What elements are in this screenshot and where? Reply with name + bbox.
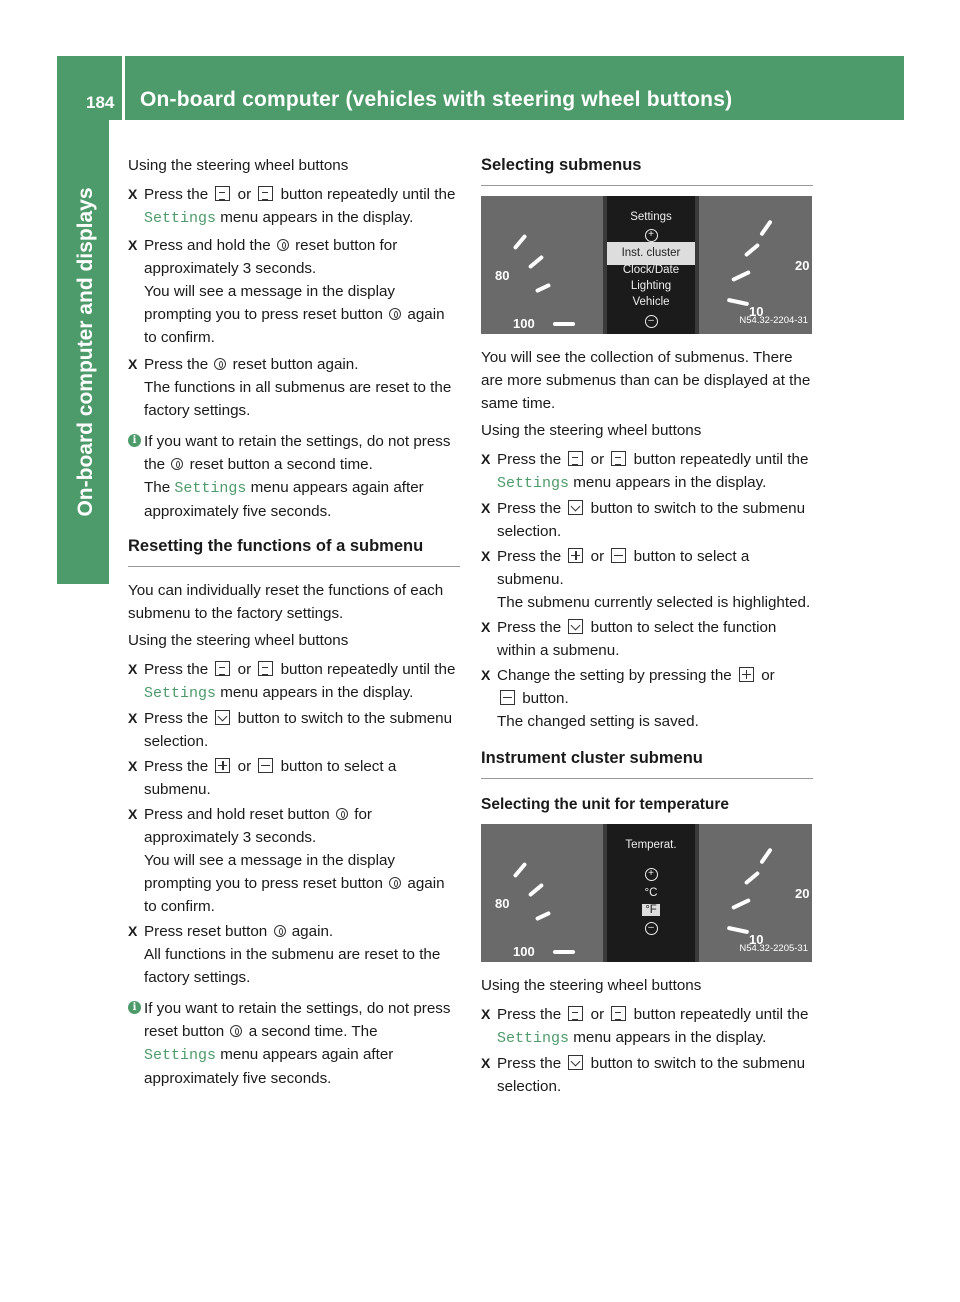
section-heading: Selecting submenus bbox=[481, 154, 813, 186]
menu-left-icon bbox=[568, 1006, 583, 1021]
step: X Change the setting by pressing the or button. The changed setting is saved. bbox=[481, 667, 775, 730]
gauge-label: 20 bbox=[795, 886, 810, 901]
display-screen: Temperat. + °C °F – bbox=[603, 824, 699, 962]
minus-icon bbox=[611, 548, 626, 563]
subheading: Selecting the unit for temperature bbox=[481, 796, 730, 813]
intro-text: Using the steering wheel buttons bbox=[481, 422, 702, 439]
figure-code: N54.32-2205-31 bbox=[739, 943, 808, 954]
reset-icon bbox=[274, 925, 286, 937]
intro-text: Using the steering wheel buttons bbox=[128, 157, 349, 174]
left-column bbox=[128, 154, 460, 1090]
intro-text: Using the steering wheel buttons bbox=[128, 632, 349, 649]
ok-button-icon bbox=[215, 710, 230, 725]
step: X Press the or button to select a submenu. The submenu currently selected is highlighted. bbox=[481, 548, 811, 611]
step: X Press the reset button again. The functions in all submenus are reset to the factory settings. bbox=[128, 356, 452, 419]
instrument-cluster-image bbox=[481, 824, 812, 962]
gauge-label: 100 bbox=[513, 316, 535, 331]
menu-right-icon bbox=[258, 661, 273, 676]
side-tab-label: On-board computer and displays bbox=[74, 187, 97, 517]
reset-icon bbox=[336, 808, 348, 820]
step: X Press the button to select the function within a submenu. bbox=[481, 619, 777, 659]
info-icon: i bbox=[128, 1001, 141, 1014]
ok-button-icon bbox=[568, 500, 583, 515]
ok-button-icon bbox=[568, 619, 583, 634]
gauge-label: 20 bbox=[795, 258, 810, 273]
step: X Press and hold reset button for approximately 3 seconds. You will see a message in the display prompting you to press reset button again to confirm. bbox=[128, 806, 445, 915]
section-heading: Instrument cluster submenu bbox=[481, 747, 813, 779]
step: X Press the or button to select a submenu. bbox=[128, 758, 397, 798]
right-column bbox=[481, 154, 813, 1098]
gauge-label: 10 bbox=[749, 304, 764, 319]
step: X Press the or button repeatedly until the Settings menu appears in the display. bbox=[128, 186, 456, 227]
plus-icon bbox=[739, 667, 754, 682]
step: X Press the or button repeatedly until the Settings menu appears in the display. bbox=[481, 451, 809, 492]
reset-icon bbox=[277, 239, 289, 251]
ok-button-icon bbox=[568, 1055, 583, 1070]
step: X Press the or button repeatedly until the Settings menu appears in the display. bbox=[128, 661, 456, 702]
minus-icon bbox=[258, 758, 273, 773]
paragraph: You can individually reset the functions of each submenu to the factory settings. bbox=[128, 582, 444, 622]
plus-icon bbox=[215, 758, 230, 773]
gauge-label: 80 bbox=[495, 896, 510, 911]
display-screen: Settings + Inst. cluster Clock/Date Lighting Vehicle – bbox=[603, 196, 699, 334]
step: X Press the button to switch to the submenu selection. bbox=[481, 1055, 806, 1095]
gauge-label: 80 bbox=[495, 268, 510, 283]
menu-right-icon bbox=[611, 451, 626, 466]
instrument-cluster-image bbox=[481, 196, 812, 334]
step: X Press reset button again. All functions in the submenu are reset to the factory settings. bbox=[128, 923, 441, 986]
menu-right-icon bbox=[258, 186, 273, 201]
reset-icon bbox=[389, 308, 401, 320]
step: X Press the button to switch to the submenu selection. bbox=[128, 710, 453, 750]
info-note: i If you want to retain the settings, do not press the reset button a second time. The Settings menu appears again after approximately five seconds. bbox=[128, 430, 460, 523]
info-icon: i bbox=[128, 434, 141, 447]
plus-icon bbox=[568, 548, 583, 563]
paragraph: You will see the collection of submenus. There are more submenus than can be displayed at the same time. bbox=[481, 349, 811, 412]
step: X Press and hold the reset button for approximately 3 seconds. You will see a message in the display prompting you to press reset button again to confirm. bbox=[128, 237, 445, 346]
minus-icon bbox=[500, 690, 515, 705]
reset-icon bbox=[230, 1025, 242, 1037]
step: X Press the or button repeatedly until the Settings menu appears in the display. bbox=[481, 1006, 809, 1047]
page-number: 184 bbox=[86, 93, 115, 112]
gauge-label: 10 bbox=[749, 932, 764, 947]
step: X Press the button to switch to the submenu selection. bbox=[481, 500, 806, 540]
menu-left-icon bbox=[215, 186, 230, 201]
reset-icon bbox=[389, 877, 401, 889]
menu-right-icon bbox=[611, 1006, 626, 1021]
intro-text: Using the steering wheel buttons bbox=[481, 977, 702, 994]
figure-code: N54.32-2204-31 bbox=[739, 315, 808, 326]
gauge-label: 100 bbox=[513, 944, 535, 959]
reset-icon bbox=[214, 358, 226, 370]
reset-icon bbox=[171, 458, 183, 470]
info-note: i If you want to retain the settings, do not press reset button a second time. The Settings menu appears again after approximately five seconds. bbox=[128, 997, 460, 1090]
menu-left-icon bbox=[215, 661, 230, 676]
menu-left-icon bbox=[568, 451, 583, 466]
section-heading: Resetting the functions of a submenu bbox=[128, 535, 460, 567]
page-title: On-board computer (vehicles with steering wheel buttons) bbox=[140, 88, 733, 111]
